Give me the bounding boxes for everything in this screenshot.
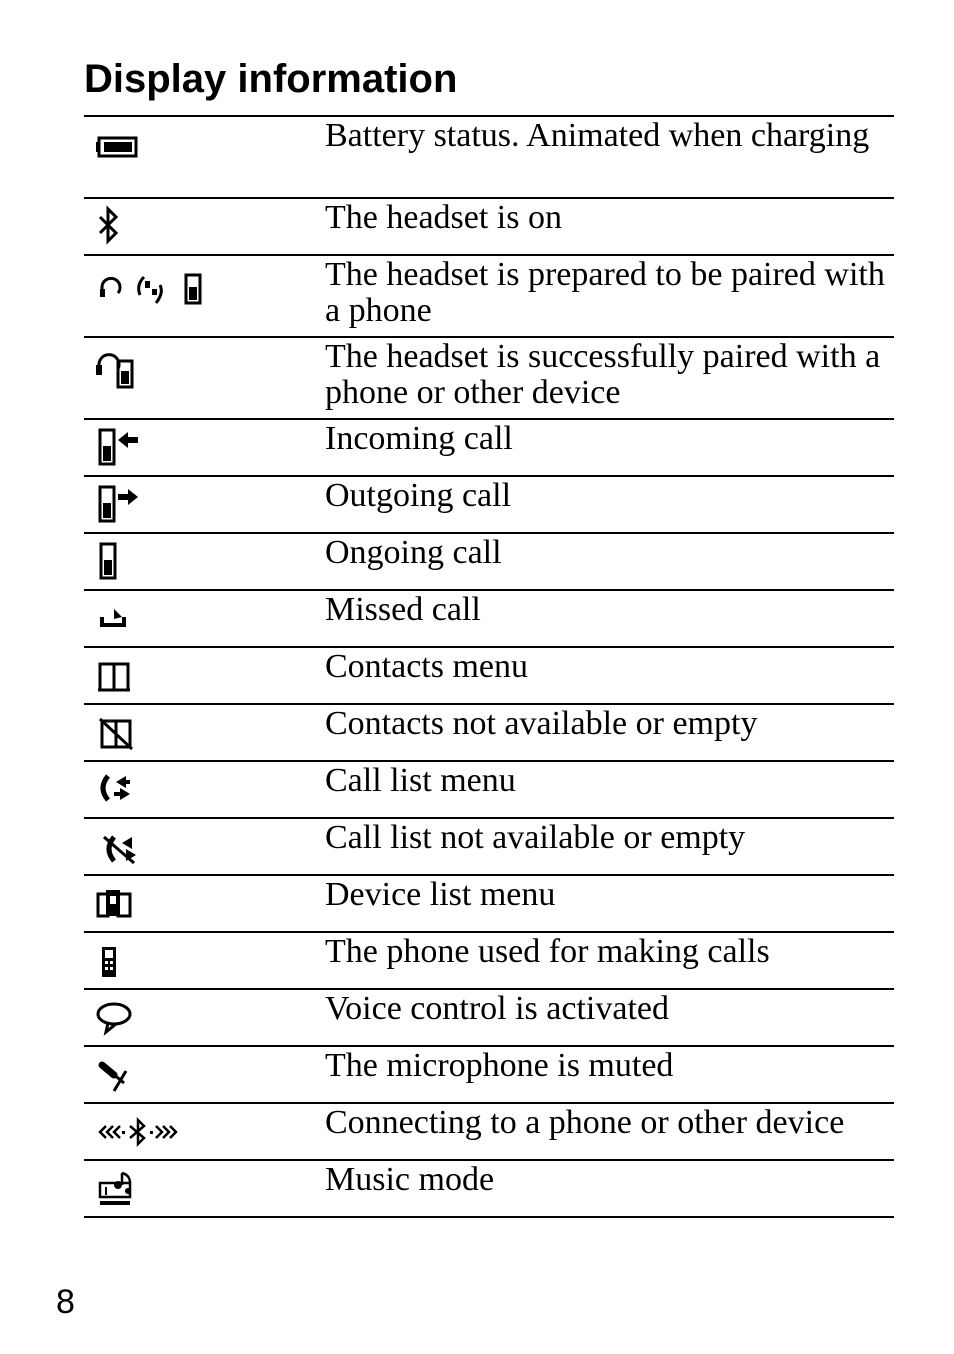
bluetooth-icon — [94, 207, 194, 247]
paired-icon — [94, 353, 194, 393]
table-row — [84, 819, 894, 876]
incoming-call-icon — [94, 428, 194, 468]
row-description: Music mode — [325, 1161, 495, 1198]
missed-call-icon — [94, 599, 194, 639]
table-row — [84, 933, 894, 990]
row-description: Call list not available or empty — [325, 819, 746, 856]
page-number: 8 — [56, 1283, 75, 1321]
battery-icon — [94, 132, 194, 172]
calling-phone-icon — [94, 941, 194, 981]
call-list-unavailable-icon — [94, 827, 194, 867]
row-description: Ongoing call — [325, 534, 502, 571]
outgoing-call-icon — [94, 485, 194, 525]
row-description: Device list menu — [325, 876, 556, 913]
page-title: Display information — [84, 57, 458, 101]
call-list-icon — [94, 770, 194, 810]
row-description: Connecting to a phone or other device — [325, 1104, 845, 1141]
display-information-table — [84, 115, 894, 1218]
table-row — [84, 420, 894, 477]
row-description: Voice control is activated — [325, 990, 669, 1027]
table-row — [84, 534, 894, 591]
row-description: Contacts not available or empty — [325, 705, 758, 742]
row-description: Contacts menu — [325, 648, 529, 685]
row-description: Battery status. Animated when charging — [325, 117, 870, 154]
table-row — [84, 338, 894, 420]
table-row — [84, 1047, 894, 1104]
microphone-muted-icon — [94, 1055, 194, 1095]
music-mode-icon — [94, 1169, 194, 1209]
row-description: The headset is on — [325, 199, 562, 236]
connecting-icon — [94, 1112, 194, 1152]
table-row — [84, 705, 894, 762]
row-description: Call list menu — [325, 762, 516, 799]
row-description: The headset is successfully paired with a phone or other device — [325, 338, 881, 411]
table-row — [84, 876, 894, 933]
table-row — [84, 256, 894, 338]
table-row — [84, 591, 894, 648]
device-list-icon — [94, 884, 194, 924]
table-row — [84, 648, 894, 705]
row-description: Incoming call — [325, 420, 513, 457]
row-description: Outgoing call — [325, 477, 512, 514]
ongoing-call-icon — [94, 542, 194, 582]
pairing-icon — [94, 271, 194, 311]
row-description: The microphone is muted — [325, 1047, 674, 1084]
row-description: Missed call — [325, 591, 481, 628]
contacts-icon — [94, 656, 194, 696]
table-row — [84, 199, 894, 256]
table-row — [84, 1161, 894, 1218]
contacts-unavailable-icon — [94, 713, 194, 753]
row-description: The headset is prepared to be paired with a phone — [325, 256, 885, 329]
row-description: The phone used for making calls — [325, 933, 770, 970]
table-row — [84, 1104, 894, 1161]
table-row — [84, 117, 894, 199]
table-row — [84, 762, 894, 819]
table-row — [84, 477, 894, 534]
voice-control-icon — [94, 998, 194, 1038]
table-row — [84, 990, 894, 1047]
